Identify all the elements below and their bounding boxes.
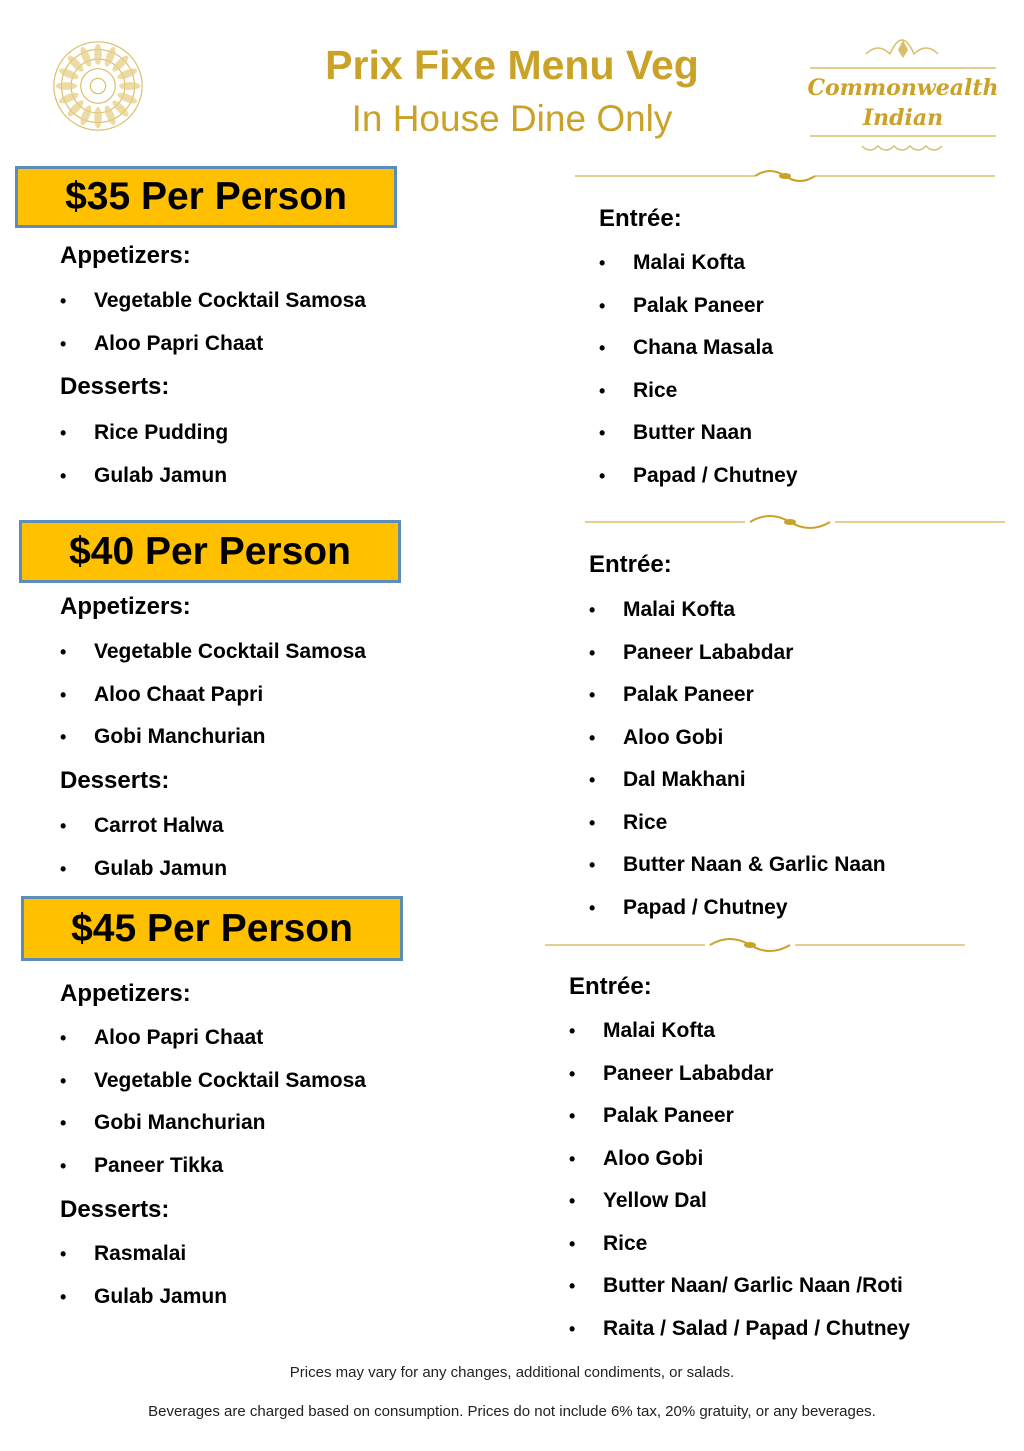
menu-item: • Rice: [589, 809, 886, 852]
entree-heading: Entrée:: [599, 205, 682, 232]
logo-text-line1: Commonwealth: [807, 75, 999, 101]
menu-item: • Gulab Jamun: [60, 855, 227, 898]
menu-item: • Palak Paneer: [569, 1102, 910, 1145]
menu-item: • Malai Kofta: [589, 596, 886, 639]
menu-title: Prix Fixe Menu Veg: [325, 42, 699, 88]
menu-item: • Paneer Tikka: [60, 1152, 366, 1195]
price-box-35: $35 Per Person: [15, 166, 397, 228]
menu-item: • Palak Paneer: [589, 681, 886, 724]
menu-item: • Rice Pudding: [60, 419, 228, 462]
appetizers-heading: Appetizers:: [60, 242, 191, 269]
menu-item: • Gulab Jamun: [60, 462, 228, 505]
menu-item: • Papad / Chutney: [589, 894, 886, 937]
ornamental-divider-icon: [575, 166, 995, 186]
menu-item: • Aloo Papri Chaat: [60, 330, 366, 373]
menu-item: • Rasmalai: [60, 1240, 227, 1283]
menu-item: • Yellow Dal: [569, 1187, 910, 1230]
menu-item: • Chana Masala: [599, 334, 798, 377]
menu-item: • Aloo Papri Chaat: [60, 1024, 366, 1067]
menu-item: • Rice: [569, 1230, 910, 1273]
price-box-45: $45 Per Person: [21, 896, 403, 961]
desserts-heading: Desserts:: [60, 767, 170, 794]
desserts-heading: Desserts:: [60, 1196, 170, 1223]
logo-text-line2: Indian: [862, 105, 944, 131]
appetizers-heading: Appetizers:: [60, 980, 191, 1007]
menu-item: • Gulab Jamun: [60, 1283, 227, 1326]
menu-subtitle: In House Dine Only: [351, 98, 673, 139]
menu-item: • Dal Makhani: [589, 766, 886, 809]
desserts-list-45: [60, 1240, 227, 1325]
price-box-40: $40 Per Person: [19, 520, 401, 583]
entree-heading: Entrée:: [569, 973, 652, 1000]
footer-note-tax: Beverages are charged based on consumption. Prices do not include 6% tax, 20% gratuity, or any beverages.: [148, 1403, 876, 1420]
desserts-heading: Desserts:: [60, 373, 170, 400]
restaurant-logo: [806, 38, 1000, 158]
footer-note-prices: Prices may vary for any changes, additional condiments, or salads.: [289, 1364, 735, 1381]
menu-item: • Gobi Manchurian: [60, 723, 366, 766]
entree-list-45: [569, 1017, 910, 1357]
menu-item: • Malai Kofta: [599, 249, 798, 292]
menu-item: • Papad / Chutney: [599, 462, 798, 505]
menu-item: • Butter Naan/ Garlic Naan /Roti: [569, 1272, 910, 1315]
menu-item: • Aloo Chaat Papri: [60, 681, 366, 724]
appetizers-list-35: [60, 287, 366, 372]
menu-item: • Palak Paneer: [599, 292, 798, 335]
menu-item: • Butter Naan & Garlic Naan: [589, 851, 886, 894]
menu-item: • Rice: [599, 377, 798, 420]
desserts-list-40: [60, 812, 227, 897]
appetizers-list-40: [60, 638, 366, 766]
menu-item: • Aloo Gobi: [589, 724, 886, 767]
menu-item: • Vegetable Cocktail Samosa: [60, 287, 366, 330]
menu-item: • Aloo Gobi: [569, 1145, 910, 1188]
appetizers-list-45: [60, 1024, 366, 1194]
entree-heading: Entrée:: [589, 551, 672, 578]
menu-item: • Carrot Halwa: [60, 812, 227, 855]
menu-item: • Gobi Manchurian: [60, 1109, 366, 1152]
menu-item: • Vegetable Cocktail Samosa: [60, 1067, 366, 1110]
menu-item: • Paneer Lababdar: [569, 1060, 910, 1103]
menu-item: • Paneer Lababdar: [589, 639, 886, 682]
entree-list-35: [599, 249, 798, 504]
ornamental-divider-icon: [545, 935, 965, 955]
appetizers-heading: Appetizers:: [60, 593, 191, 620]
menu-item: • Vegetable Cocktail Samosa: [60, 638, 366, 681]
menu-item: • Raita / Salad / Papad / Chutney: [569, 1315, 910, 1358]
desserts-list-35: [60, 419, 228, 504]
entree-list-40: [589, 596, 886, 936]
menu-item: • Butter Naan: [599, 419, 798, 462]
menu-item: • Malai Kofta: [569, 1017, 910, 1060]
ornamental-divider-icon: [585, 512, 1005, 532]
